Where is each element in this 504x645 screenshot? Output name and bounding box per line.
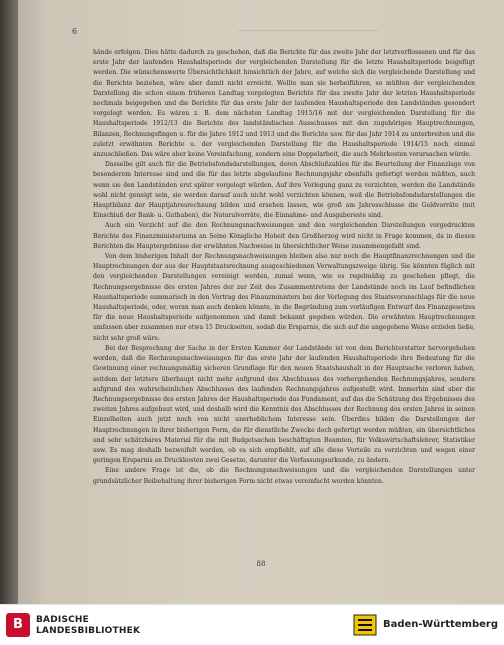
paragraph: Bei der Besprechung der Sache in der Ersten Kammer der Landstände ist von dem Berichterstatter hervorgehoben worden, daß die Rechnungsnachweisungen für das erste Jahr der laufenden Haushaltsperiode ihre Bedeutung für die Gewinnung einer rechnungsmäßig sicheren Grundlage für den neuen Staatshaushalt in der Hauptsache verloren haben, seitdem der letztere überhaupt nicht mehr aufgrund des Abschlusses des vorhergehenden Rechnungsjahres, sondern aufgrund des wahrscheinlichen Abschlusses des laufenden Rechnungsjahres aufgestellt wird. Immerhin sind aber die Rechnungsergebnisse des ersten Jahres der Haushaltsperiode das Fundament, auf das die Schätzung des Ergebnisses des zweiten Jahres aufgebaut wird, und deshalb wird die Kenntnis des Abschlusses der Rechnung des ersten Jahres in seinen Einzelheiten auch jetzt noch von nicht unerheblichem Interesse sein. Überdies bilden die Darstellungen der Hauptrechnungen in ihrer bisherigen Form, die für dienstliche Zwecke doch gefertigt werden müßten, ein übersichtliches und sehr schätzbares Material für die mit Budgetsachen beschäftigten Beamten, für Volkswirtschaftslehrer, Statistiker usw. Es mag deshalb bezweifelt werden, ob es sich empfiehlt, auf alle diese Vorteile zu verzichten und wegen einer geringen Ersparnis an Druckkosten zwei Gesetze, darunter die Verfassungsurkunde, zu ändern. xyxy=(93,344,475,465)
paragraph: Von dem bisherigen Inhalt der Rechnungsnachweisungen bleiben also nur noch die Hauptfinanzrechnungen und die Hauptrechnungen der aus der Hauptstaatsrechnung ausgeschiedenen Verwaltungszweige übrig. Sie könnten füglich mit den vergleichenden Darstellungen vereinigt werden, zumal wenn, wie es regelmäßig zu geschehen pflegt, die Rechnungsergebnisse des ersten Jahres der zur Zeit des Zusammentretens der Landstände noch im Lauf befindlichen Haushaltsperiode summarisch in den Vortrag des Finanzministers bei der Vorlegung des Staatsvoranschlags für die neue Haushaltsperiode, oder, woran man auch denken könnte, in die Begründung zum vorläufigen Entwurf des Finanzgesetzes für die neue Haushaltsperiode aufgenommen und damit bekannt gegeben würden. Die erwähnten Hauptrechnungen umfassen aber zusammen nur etwa 15 Druckseiten, sodaß die Ersparnis, die sich auf die angegebene Weise erzielen ließe, nicht sehr groß wäre. xyxy=(93,253,475,342)
blb-line1: BADISCHE xyxy=(36,615,90,625)
page-top-number: 6 xyxy=(72,27,78,36)
paragraph: Dasselbe gilt auch für die Betriebsfondsdarstellungen, deren Abschlußzahlen für die Beurteilung der Finanzlage von besonderem Interesse sind und die für das letzte abgelaufene Rechnungsjahr ebenfalls gefertigt werden müßten, auch wenn sie den Landständen erst später vorgelegt würden. Auf ihre Vorlegung ganz zu verzichten, werden die Landstände wohl nicht geneigt sein, sie werden darauf auch nicht wohl verzichten können, weil die Betriebsfondsdarstellungen die Hauptbilanz der Hauptjahresrechnung bilden und ersehen lassen, wie groß am Jahresschlusse die Geldvorräte (mit Einschluß der Bank- u. Guthaben), die Naturalvorräte, die Einnahme- und Ausgabereste sind. xyxy=(93,161,475,220)
blb-line2: LANDESBIBLIOTHEK xyxy=(36,626,141,636)
body-text xyxy=(93,48,475,487)
document-page xyxy=(18,0,504,604)
paragraph: Eine andere Frage ist die, ob die Rechnungsnachweisungen und die vergleichenden Darstellungen unter grundsätzlicher Beibehaltung ihrer bisherigen Form nicht etwas vereinfacht werden könnten. xyxy=(93,467,475,485)
running-head-rule xyxy=(238,30,378,37)
blb-logo-icon[interactable]: B xyxy=(6,613,30,637)
footer-bar xyxy=(0,604,504,645)
page-folio: 88 xyxy=(256,560,266,568)
paragraph: hände erfolgen. Dies hätte dadurch zu geschehen, daß die Berichte für das zweite Jahr der letztverflossenen und für das erste Jahr der laufenden Haushaltsperiode der vergleichenden Darstellung für die letzte Haushaltsperiode beigefügt werden. Die wünschenswerte Übersichtlichkeit hinsichtlich der Jahre, auf welche sich die vergleichende Darstellung und die Berichte beziehen, wäre aber damit nicht erreicht. Wollte man sie herbeiführen, so müßten der vergleichenden Darstellung die schon einem früheren Landtag vorgelegten Berichte für das zweite Jahr der letzten Haushaltsperiode nochmals beigegeben und die Berichte für das erste Jahr der laufenden Haushaltsperiode den Landständen gesondert vorgelegt werden. Es wären z. B. dem nächsten Landtag 1915/16 mit der vergleichenden Darstellung für die Haushaltsperiode 1912/13 die Berichte des landständischen Ausschusses mit den zugehörigen Hauptrechnungen, Bilanzen, Rechnungsfingen u. für die Jahre 1912 und 1913 und die Berichte usw. für das Jahr 1914 zu unterbreiten und die zuletzt erwähnten Berichte u. der vergleichenden Darstellung für die Haushaltsperiode 1914/15 noch einmal anzuschließen. Das wäre aber keine Vereinfachung, sondern eine Doppelarbeit, die auch Mehrkosten verursachen würde. xyxy=(93,49,475,159)
bw-wordmark[interactable]: Baden-Württemberg xyxy=(383,619,499,630)
book-gutter xyxy=(0,0,18,604)
bw-coat-of-arms-icon[interactable] xyxy=(353,614,377,636)
paragraph: Auch ein Verzicht auf die den Rechnungsnachweisungen und den vergleichenden Darstellungen vorgedruckten Berichte des Finanzministeriums an Seine Königliche Hoheit den Großherzog wird nicht in Frage kommen, da in diesen Berichten die Hauptergebnisse der erwähnten Nachweise in übersichtlicher Weise zusammengefaßt sind. xyxy=(93,222,475,250)
blb-wordmark[interactable] xyxy=(36,615,140,637)
